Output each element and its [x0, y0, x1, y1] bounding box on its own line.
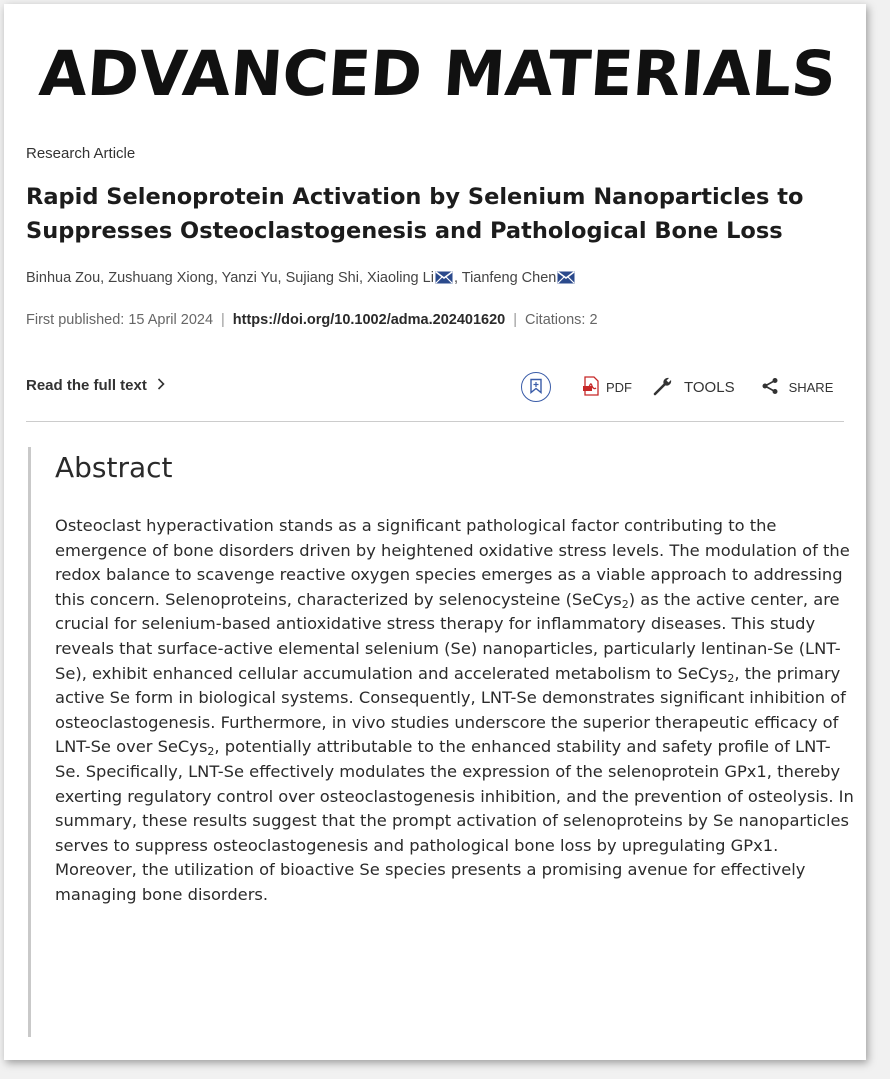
author-link[interactable]: Tianfeng Chen — [461, 270, 557, 286]
subscript: 2 — [727, 671, 735, 685]
author-link[interactable]: Binhua Zou — [26, 270, 101, 286]
abstract-heading: Abstract — [55, 451, 173, 484]
abstract-text-part: ) as the active center, are crucial for selenium-based antioxidative stress therapy for inflammatory diseases. This study reveals that surface-active elemental selenium (Se) nanoparticles, particularly lentinan-Se (LNT-Se), exhibit enhanced cellular accumulation and accelerated metabolism to SeCys — [55, 589, 841, 683]
author-link[interactable]: Sujiang Shi — [285, 270, 359, 286]
divider — [26, 421, 844, 422]
read-full-text-link[interactable] — [26, 377, 165, 394]
article-card — [4, 4, 866, 1060]
first-published-date: 15 April 2024 — [128, 312, 214, 328]
share-button[interactable] — [761, 377, 834, 398]
author-link[interactable]: Yanzi Yu — [221, 270, 278, 286]
share-icon — [761, 377, 779, 398]
pdf-button[interactable] — [582, 376, 632, 399]
pdf-label: PDF — [606, 379, 632, 395]
subscript: 2 — [621, 597, 629, 611]
tools-button[interactable] — [652, 375, 735, 400]
wrench-icon — [652, 375, 674, 400]
abstract-section — [28, 447, 854, 1037]
article-actions — [521, 371, 833, 403]
share-label: SHARE — [788, 379, 834, 395]
separator: | — [513, 312, 517, 328]
separator: | — [221, 312, 225, 328]
bookmark-button[interactable] — [521, 372, 551, 402]
bookmark-icon — [529, 378, 543, 397]
tools-label: TOOLS — [684, 378, 735, 396]
article-title: Rapid Selenoprotein Activation by Selenium Nanoparticles to Suppresses Osteoclastogenesis and Pathological Bone Loss — [26, 184, 804, 244]
email-icon[interactable] — [435, 271, 453, 288]
subscript: 2 — [207, 745, 215, 759]
abstract-text-part: , the primary active Se form in biological systems. Consequently, LNT-Se demonstrates significant inhibition of osteoclastogenesis. Furthermore, in vivo studies underscore the superior therapeutic efficacy of LNT-Se over SeCys — [55, 663, 846, 757]
journal-logo[interactable]: ADVANCED MATERIALS — [36, 37, 839, 110]
read-full-text-label: Read the full text — [26, 377, 147, 394]
abstract-text-part: , potentially attributable to the enhanced stability and safety profile of LNT-Se. Specifically, LNT-Se effectively modulates the expression of the selenoprotein GPx1, thereby exerting regulatory control over osteoclastogenesis inhibition, and the prevention of osteolysis. In summary, these results suggest that the prompt activation of selenoproteins by Se nanoparticles serves to suppress osteoclastogenesis and pathological bone loss by upregulating GPx1. Moreover, the utilization of bioactive Se species presents a promising avenue for effectively managing bone disorders. — [55, 737, 854, 904]
abstract-body — [55, 514, 855, 908]
author-link[interactable]: Zushuang Xiong — [108, 270, 214, 286]
first-published-label: First published: — [26, 312, 125, 328]
doi-link[interactable]: https://doi.org/10.1002/adma.202401620 — [232, 312, 506, 328]
publication-info — [26, 312, 598, 328]
pdf-icon — [582, 376, 600, 399]
author-link[interactable]: Xiaoling Li — [367, 270, 434, 286]
chevron-right-icon — [157, 377, 165, 394]
email-icon[interactable] — [557, 271, 575, 288]
abstract-text-part: Osteoclast hyperactivation stands as a significant pathological factor contributing to the emergence of bone disorders driven by heightened oxidative stress levels. The modulation of the redox balance to scavenge reactive oxygen species emerges as a viable approach to addressing this concern. Selenoproteins, characterized by selenocysteine (SeCys — [55, 516, 850, 609]
article-type: Research Article — [26, 145, 136, 162]
citations-count[interactable]: Citations: 2 — [524, 312, 598, 328]
author-list: Binhua Zou, Zushuang Xiong, Yanzi Yu, Sujiang Shi, Xiaoling Li , Tianfeng Chen — [26, 270, 576, 288]
